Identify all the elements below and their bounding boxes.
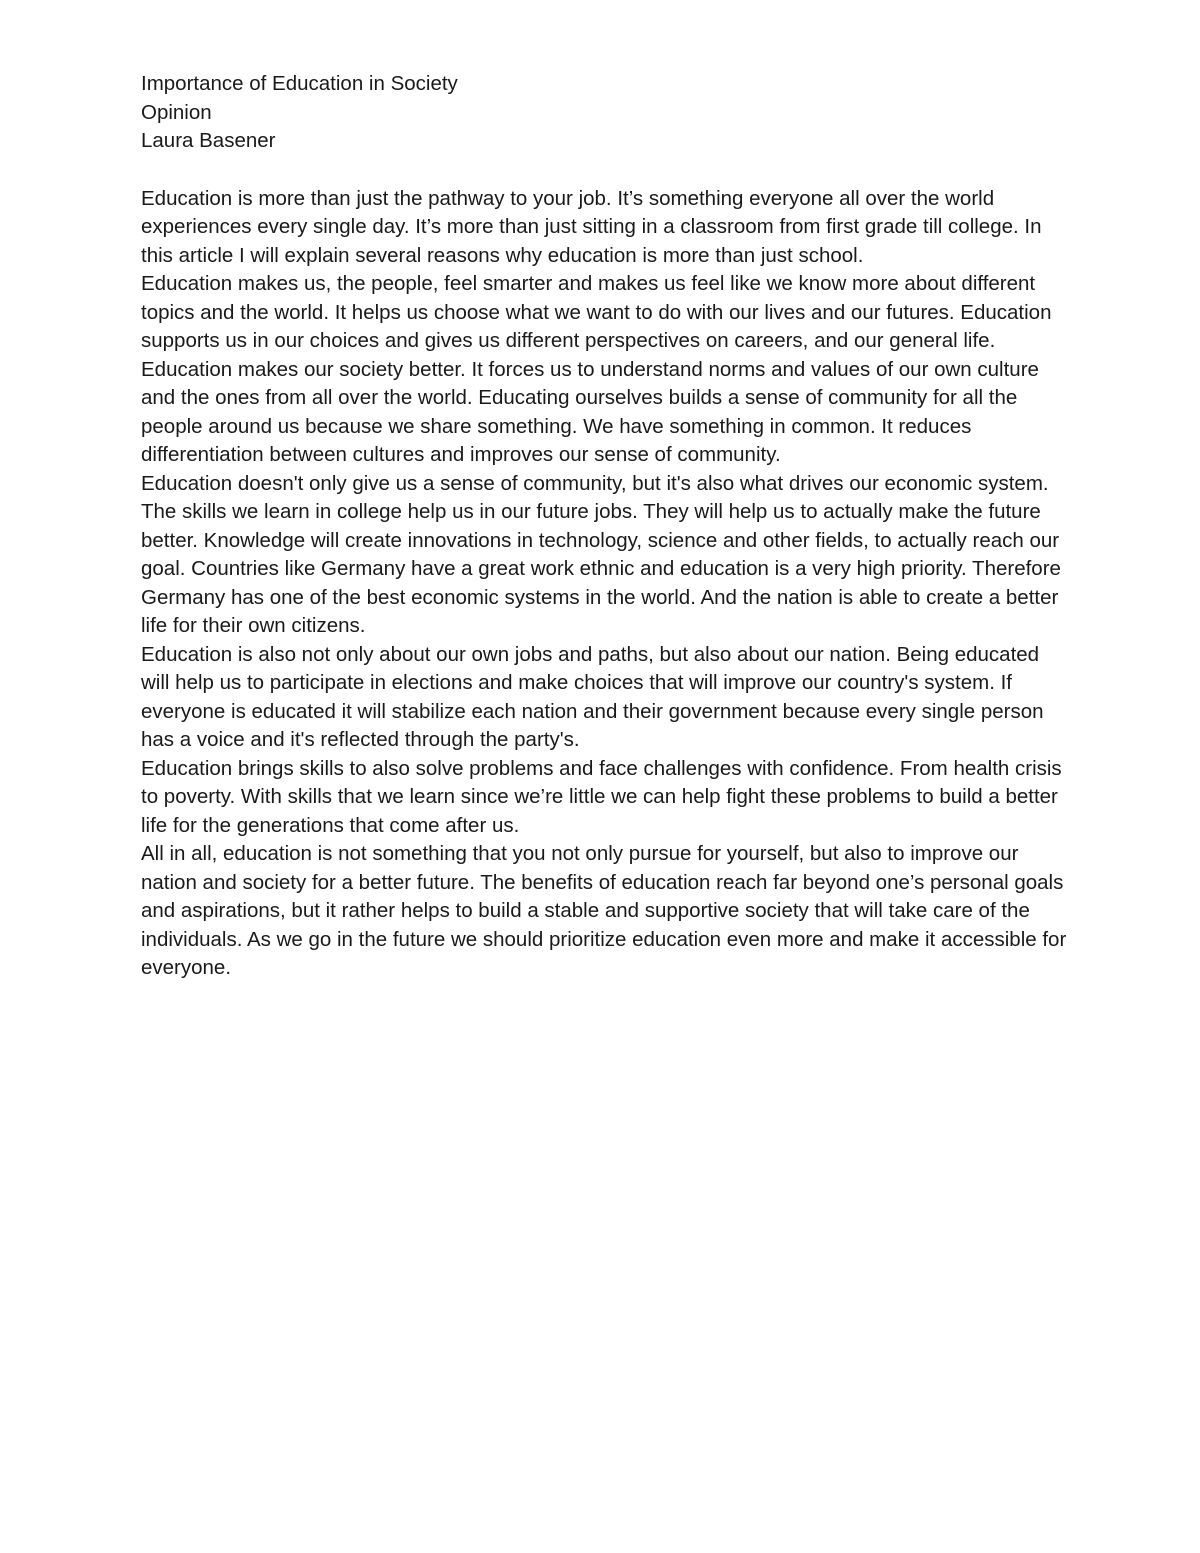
body-paragraph: Education is more than just the pathway to your job. It’s something everyone all over the world experiences every single day. It’s more than just sitting in a classroom from first grade till college. In this article I will explain several reasons why education is more than just school.	[141, 186, 1042, 267]
body-paragraph: Education makes our society better. It forces us to understand norms and values of our own culture and the ones from all over the world. Educating ourselves builds a sense of community for all the people around us because we share something. We have something in common. It reduces differentiation between cultures and improves our sense of community.	[141, 357, 1039, 466]
body-paragraph: Education makes us, the people, feel smarter and makes us feel like we know more about different topics and the world. It helps us choose what we want to do with our lives and our futures. Education supports us in our choices and gives us different perspectives on careers, and our general life.	[141, 272, 1052, 352]
document-content	[141, 70, 1071, 983]
document-author: Laura Basener	[141, 129, 276, 152]
document-body	[141, 185, 1071, 983]
body-paragraph: Education doesn't only give us a sense of community, but it's also what drives our economic system. The skills we learn in college help us in our future jobs. They will help us to actually make the future better. Knowledge will create innovations in technology, science and other fields, to actually reach our goal. Countries like Germany have a great work ethnic and education is a very high priority. Therefore Germany has one of the best economic systems in the world. And the nation is able to create a better life for their own citizens.	[141, 471, 1061, 637]
document-header	[141, 70, 1071, 156]
body-paragraph: Education brings skills to also solve problems and face challenges with confidence. From health crisis to poverty. With skills that we learn since we’re little we can help fight these problems to build a better life for the generations that come after us.	[141, 756, 1062, 837]
document-title: Importance of Education in Society	[141, 72, 458, 95]
body-paragraph: All in all, education is not something that you not only pursue for yourself, but also to improve our nation and society for a better future. The benefits of education reach far beyond one’s personal goals and aspirations, but it rather helps to build a stable and supportive society that will take care of the individuals. As we go in the future we should prioritize education even more and make it accessible for everyone.	[141, 842, 1067, 979]
body-paragraph: Education is also not only about our own jobs and paths, but also about our nation. Being educated will help us to participate in elections and make choices that will improve our country's system. If everyone is educated it will stabilize each nation and their government because every single person has a voice and it's reflected through the party's.	[141, 642, 1044, 751]
document-category: Opinion	[141, 100, 212, 124]
